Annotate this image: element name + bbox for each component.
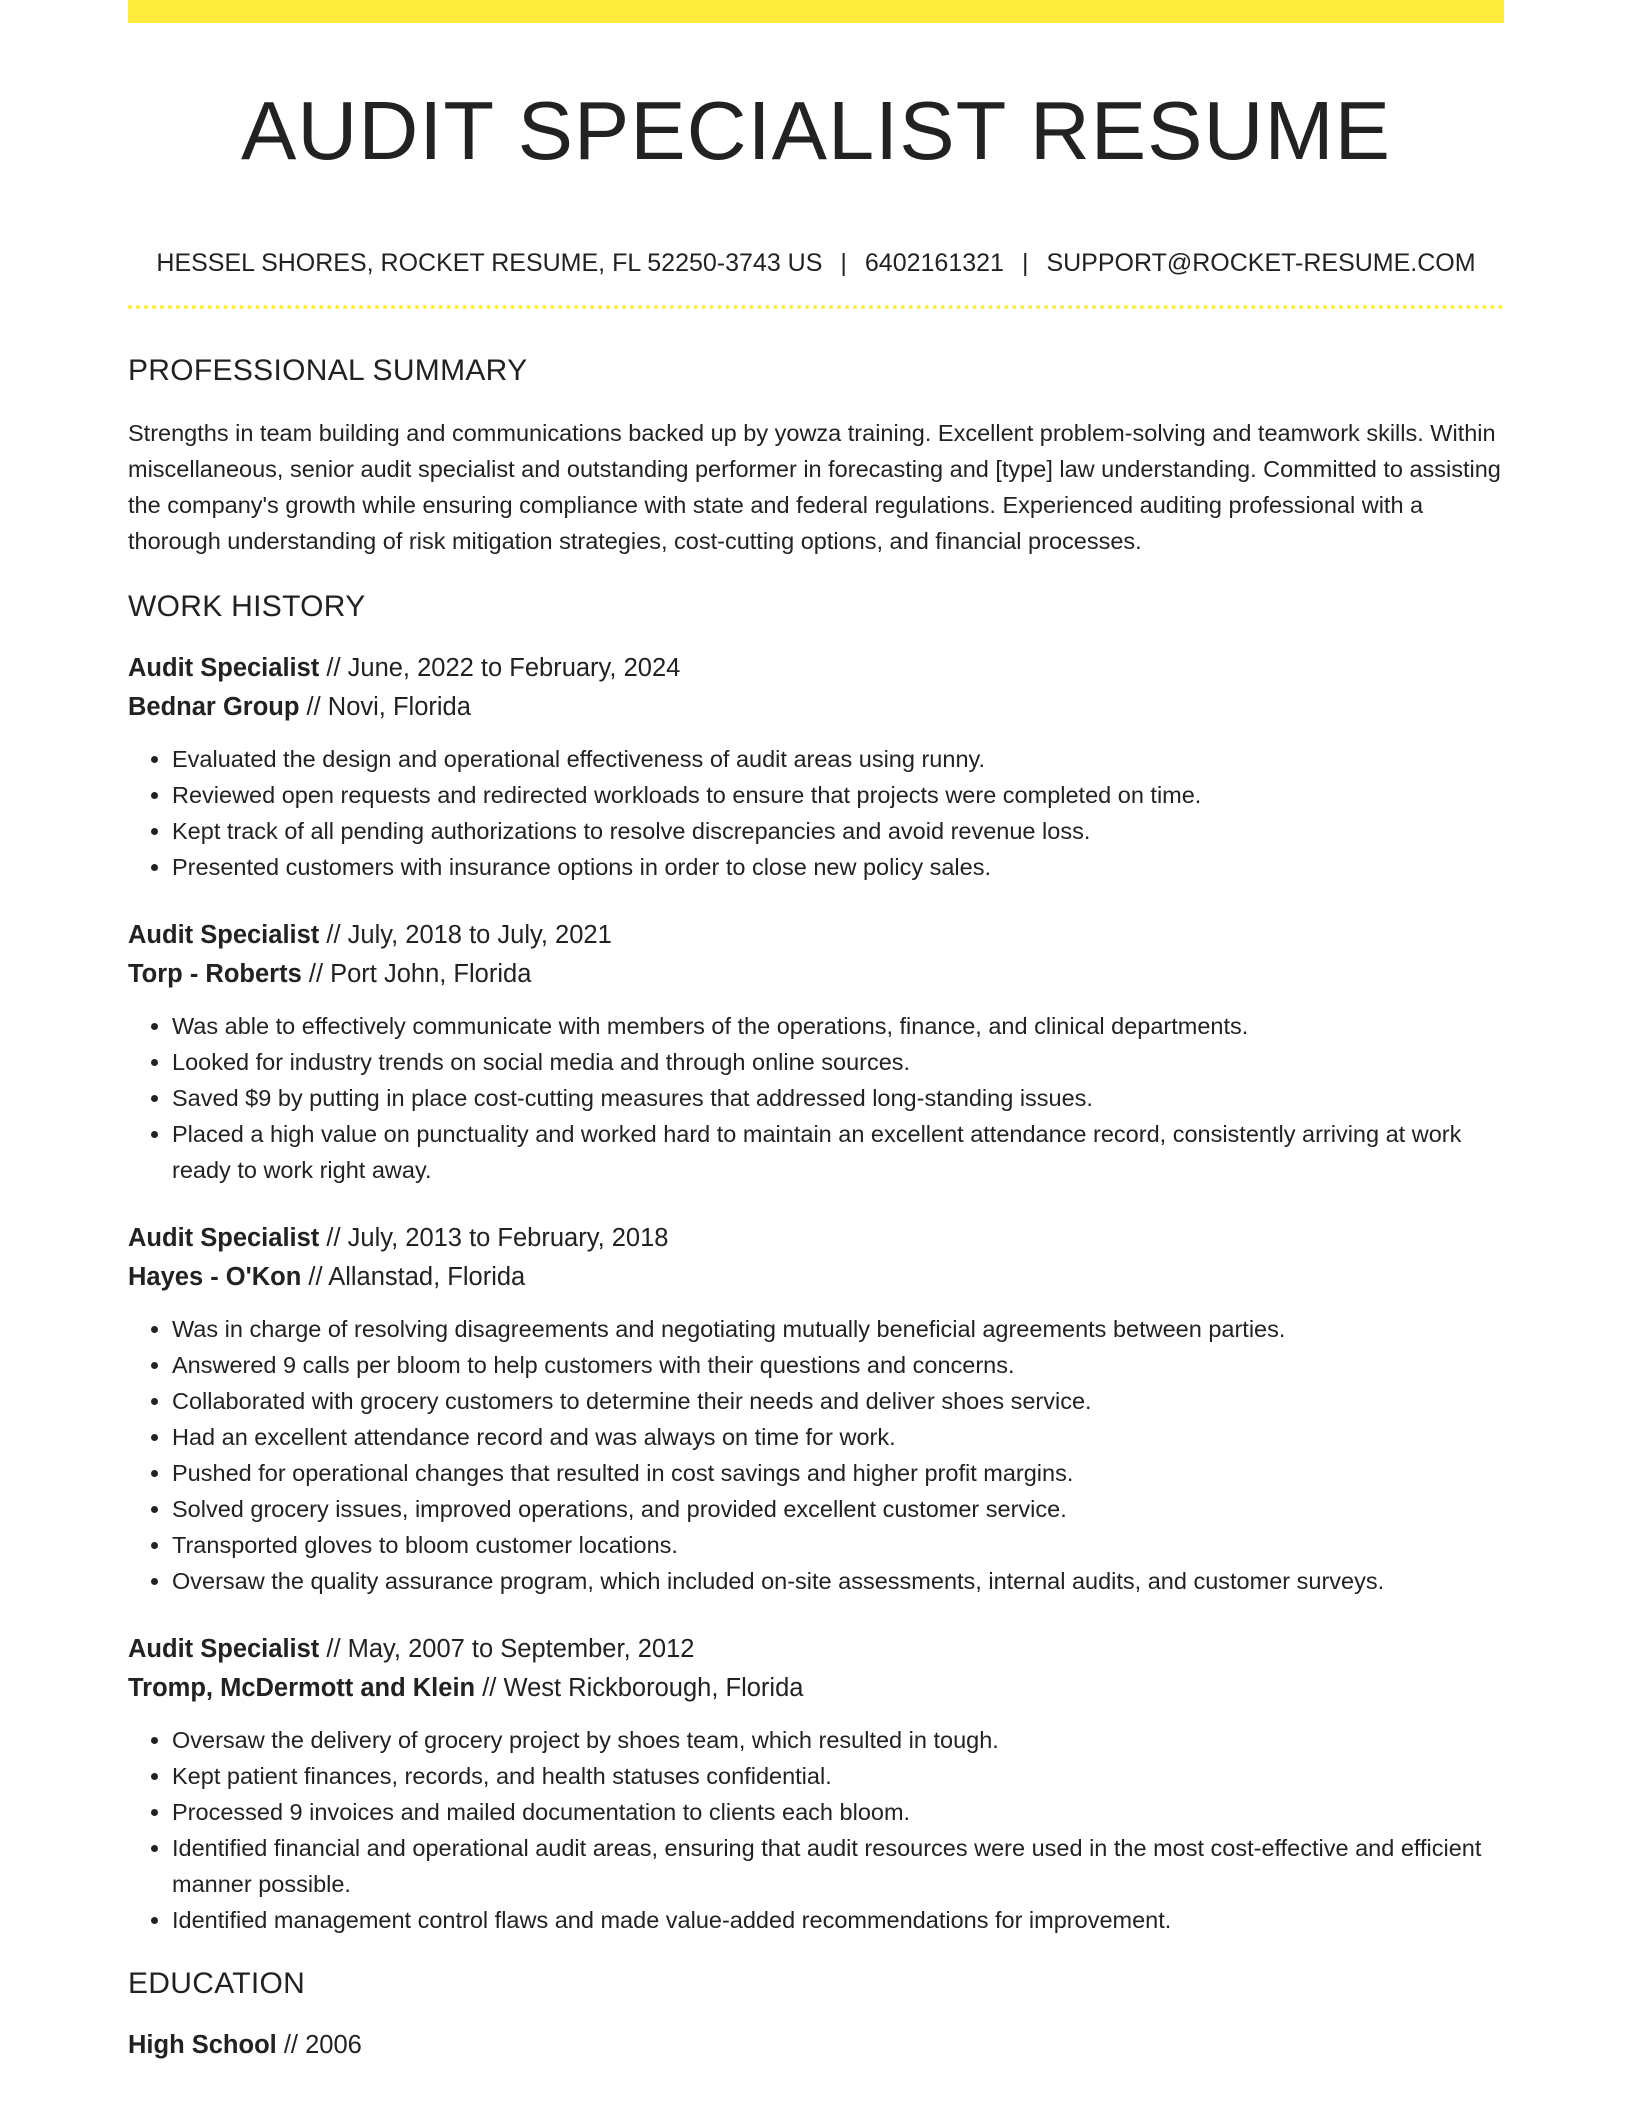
job-location: // West Rickborough, Florida <box>475 1674 804 1702</box>
job-dates: // July, 2013 to February, 2018 <box>319 1224 669 1252</box>
contact-address: HESSEL SHORES, ROCKET RESUME, FL 52250-3743 US <box>156 249 823 277</box>
job-bullet: • Identified management control flaws and made value-added recommendations for improvement. <box>172 1902 1504 1938</box>
work-history-heading: WORK HISTORY <box>128 590 366 623</box>
job-title-line <box>128 1630 1504 1669</box>
job-bullet: • Kept track of all pending authorizations to resolve discrepancies and avoid revenue loss. <box>172 813 1504 849</box>
job-company: Bednar Group <box>128 693 300 721</box>
job-dates: // May, 2007 to September, 2012 <box>319 1635 695 1663</box>
summary-text: Strengths in team building and communications backed up by yowza training. Excellent problem-solving and teamwork skills. Within miscellaneous, senior audit specialist and outstanding performer in forecasting and [type] law understanding. Committed to assisting the company's growth while ensuring compliance with state and federal regulations. Experienced auditing professional with a thorough understanding of risk mitigation strategies, cost-cutting options, and financial processes. <box>128 420 1501 554</box>
job-title: Audit Specialist <box>128 654 320 682</box>
job-bullet: • Processed 9 invoices and mailed documentation to clients each bloom. <box>172 1794 1504 1830</box>
job-bullet: • Looked for industry trends on social media and through online sources. <box>172 1044 1504 1080</box>
job-bullet: • Was able to effectively communicate with members of the operations, finance, and clinical departments. <box>172 1008 1504 1044</box>
education-degree: High School <box>128 2031 277 2059</box>
resume-content <box>128 0 1504 2065</box>
job-bullet: • Evaluated the design and operational effectiveness of audit areas using runny. <box>172 741 1504 777</box>
education-list <box>128 2026 1504 2065</box>
job-entry <box>128 649 1504 885</box>
job-entry <box>128 916 1504 1188</box>
contact-line <box>128 247 1504 279</box>
job-bullet: • Placed a high value on punctuality and worked hard to maintain an excellent attendance record, consistently arriving at work ready to work right away. <box>172 1116 1504 1188</box>
job-title: Audit Specialist <box>128 921 320 949</box>
contact-email[interactable]: SUPPORT@ROCKET-RESUME.COM <box>1046 249 1476 277</box>
resume-title: AUDIT SPECIALIST RESUME <box>241 84 1391 177</box>
job-bullet-list <box>128 1008 1504 1188</box>
job-bullet: • Oversaw the delivery of grocery project by shoes team, which resulted in tough. <box>172 1722 1504 1758</box>
work-history-list <box>128 649 1504 1938</box>
job-company: Tromp, McDermott and Klein <box>128 1674 476 1702</box>
job-bullet-list <box>128 741 1504 885</box>
education-heading: EDUCATION <box>128 1967 306 2000</box>
education-entry <box>128 2026 1504 2065</box>
job-bullet: • Saved $9 by putting in place cost-cutting measures that addressed long-standing issues. <box>172 1080 1504 1116</box>
job-bullet: • Transported gloves to bloom customer locations. <box>172 1527 1504 1563</box>
job-company-line <box>128 688 1504 727</box>
dotted-divider <box>128 305 1504 309</box>
job-bullet: • Kept patient finances, records, and health statuses confidential. <box>172 1758 1504 1794</box>
job-bullet: • Solved grocery issues, improved operations, and provided excellent customer service. <box>172 1491 1504 1527</box>
job-bullet: • Identified financial and operational audit areas, ensuring that audit resources were used in the most cost-effective and efficient manner possible. <box>172 1830 1504 1902</box>
contact-phone: 6402161321 <box>864 249 1004 277</box>
contact-separator: | <box>840 249 847 277</box>
education-year: // 2006 <box>276 2031 362 2059</box>
summary-heading: PROFESSIONAL SUMMARY <box>128 354 528 387</box>
job-company: Hayes - O'Kon <box>128 1263 302 1291</box>
contact-separator: | <box>1021 249 1029 277</box>
job-entry <box>128 1630 1504 1938</box>
job-bullet: • Answered 9 calls per bloom to help customers with their questions and concerns. <box>172 1347 1504 1383</box>
job-title: Audit Specialist <box>128 1635 320 1663</box>
job-bullet-list <box>128 1722 1504 1938</box>
job-location: // Allanstad, Florida <box>301 1263 526 1291</box>
job-bullet: • Oversaw the quality assurance program, which included on-site assessments, internal audits, and customer surveys. <box>172 1563 1504 1599</box>
job-bullet-list <box>128 1311 1504 1599</box>
job-location: // Port John, Florida <box>301 960 532 988</box>
job-entry <box>128 1219 1504 1599</box>
job-company: Torp - Roberts <box>128 960 302 988</box>
job-dates: // July, 2018 to July, 2021 <box>319 921 612 949</box>
job-title: Audit Specialist <box>128 1224 320 1252</box>
job-dates: // June, 2022 to February, 2024 <box>319 654 681 682</box>
job-title-line <box>128 1219 1504 1258</box>
job-bullet: • Pushed for operational changes that resulted in cost savings and higher profit margins. <box>172 1455 1504 1491</box>
job-company-line <box>128 1258 1504 1297</box>
job-title-line <box>128 916 1504 955</box>
job-title-line <box>128 649 1504 688</box>
job-bullet: • Collaborated with grocery customers to determine their needs and deliver shoes service. <box>172 1383 1504 1419</box>
job-company-line <box>128 955 1504 994</box>
job-bullet: • Reviewed open requests and redirected workloads to ensure that projects were completed on time. <box>172 777 1504 813</box>
job-bullet: • Was in charge of resolving disagreements and negotiating mutually beneficial agreements between parties. <box>172 1311 1504 1347</box>
job-bullet: • Presented customers with insurance options in order to close new policy sales. <box>172 849 1504 885</box>
job-bullet: • Had an excellent attendance record and was always on time for work. <box>172 1419 1504 1455</box>
job-location: // Novi, Florida <box>299 693 471 721</box>
job-company-line <box>128 1669 1504 1708</box>
